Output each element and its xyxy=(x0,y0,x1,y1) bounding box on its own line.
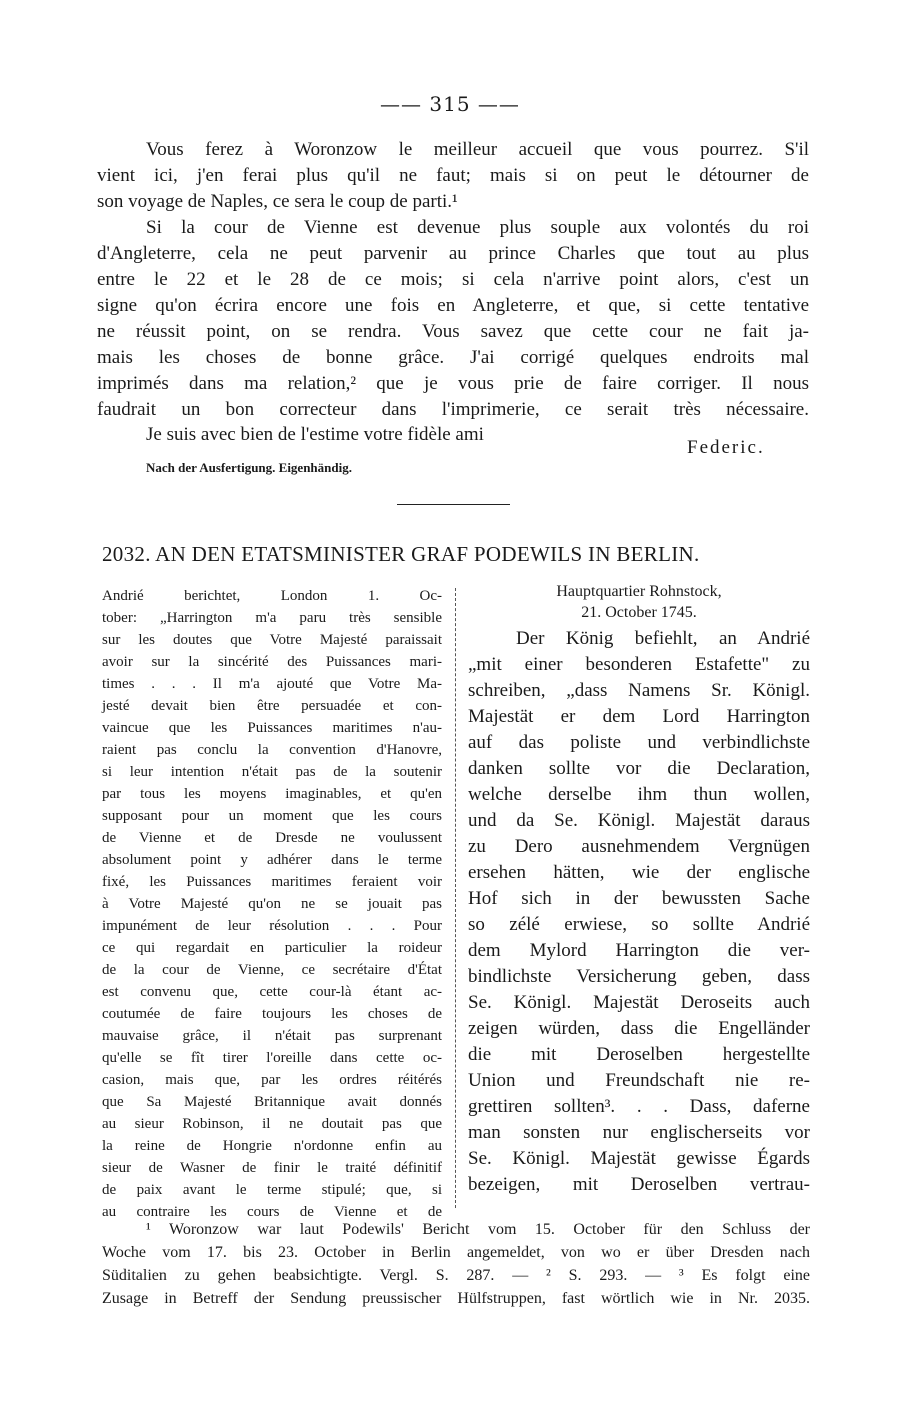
text-line: que Sa Majesté Britannique avait donnés xyxy=(102,1094,442,1110)
text-line: ersehen hätten, wie der englische xyxy=(468,862,810,883)
text-line: jesté devait bien être persuadée et con- xyxy=(102,698,442,714)
page-number: —— 315 —— xyxy=(380,92,520,116)
text-line: faudrait un bon correcteur dans l'imprimerie, ce serait très nécessaire. xyxy=(97,399,809,420)
document-heading: 2032. AN DEN ETATSMINISTER GRAF PODEWILS IN BERLIN. xyxy=(102,542,700,566)
text-line: avoir sur la sincérité des Puissances mari- xyxy=(102,654,442,670)
date-line: 21. October 1745. xyxy=(581,604,697,621)
text-line: Hof sich in der bewussten Sache xyxy=(468,888,810,909)
text-line: son voyage de Naples, ce sera le coup de parti.¹ xyxy=(97,191,458,212)
text-line: qu'elle se fît tirer l'oreille dans cette oc- xyxy=(102,1050,442,1066)
text-line: est convenu que, cette cour-là étant ac- xyxy=(102,984,442,1000)
text-line: raient pas conclu la convention d'Hanovre, xyxy=(102,742,442,758)
footnote-line: Süditalien zu gehen beabsichtigte. Vergl. S. 287. — ² S. 293. — ³ Es folgt eine xyxy=(102,1267,810,1284)
text-line: d'Angleterre, cela ne peut parvenir au prince Charles que tout au plus xyxy=(97,243,809,264)
text-line: danken sollte vor die Declaration, xyxy=(468,758,810,779)
text-line: imprimés dans ma relation,² que je vous prie de faire corriger. Il nous xyxy=(97,373,809,394)
text-line: Union und Freundschaft nie re- xyxy=(468,1070,810,1091)
text-line: ne réussit point, on se rendra. Vous savez que cette cour ne fait ja- xyxy=(97,321,809,342)
text-line: zeigen würden, dass die Engelländer xyxy=(468,1018,810,1039)
text-line: coutumée de faire toujours les choses de xyxy=(102,1006,442,1022)
text-line: si leur intention n'était pas de la soutenir xyxy=(102,764,442,780)
text-line: dem Mylord Harrington die ver- xyxy=(468,940,810,961)
footnote-line: ¹ Woronzow war laut Podewils' Bericht vom 15. October für den Schluss der xyxy=(146,1221,810,1238)
text-line: absolument point y adhérer dans le terme xyxy=(102,852,442,868)
text-line: tober: „Harrington m'a paru très sensible xyxy=(102,610,442,626)
text-line: Majestät er dem Lord Harrington xyxy=(468,706,810,727)
text-line: so zélé erwiese, so sollte Andrié xyxy=(468,914,810,935)
text-line: par tous les moyens imaginables, et qu'en xyxy=(102,786,442,802)
text-line: à Votre Majesté qu'on ne se jouait pas xyxy=(102,896,442,912)
text-line: grettiren sollten³. . . Dass, daferne xyxy=(468,1096,810,1117)
text-line: Der König befiehlt, an Andrié xyxy=(516,628,810,649)
text-line: vient ici, j'en ferai plus qu'il ne faut; mais si on peut le détourner de xyxy=(97,165,809,186)
text-line: supposant pour un moment que les cours xyxy=(102,808,442,824)
text-line: auf das poliste und verbindlichste xyxy=(468,732,810,753)
text-line: Vous ferez à Woronzow le meilleur accueil que vous pourrez. S'il xyxy=(146,139,809,160)
text-line: la reine de Hongrie n'ordonne enfin au xyxy=(102,1138,442,1154)
text-line: au contraire les cours de Vienne et de xyxy=(102,1204,442,1220)
text-line: impunément de leur résolution . . . Pour xyxy=(102,918,442,934)
text-line: sur les doutes que Votre Majesté paraissait xyxy=(102,632,442,648)
place-line: Hauptquartier Rohnstock, xyxy=(556,583,722,600)
text-line: schreiben, „dass Namens Sr. Königl. xyxy=(468,680,810,701)
text-line: welche derselbe ihm thun wollen, xyxy=(468,784,810,805)
text-line: und da Se. Königl. Majestät daraus xyxy=(468,810,810,831)
text-line: au sieur Robinson, il ne doutait pas que xyxy=(102,1116,442,1132)
footnote-line: Woche vom 17. bis 23. October in Berlin angemeldet, von wo er über Dresden nach xyxy=(102,1244,810,1261)
text-line: Andrié berichtet, London 1. Oc- xyxy=(102,588,442,604)
text-line: zu Dero ausnehmendem Vergnügen xyxy=(468,836,810,857)
text-line: vaincue que les Puissances maritimes n'au- xyxy=(102,720,442,736)
text-line: casion, mais que, par les ordres réitérés xyxy=(102,1072,442,1088)
text-line: fixé, les Puissances maritimes feraient voir xyxy=(102,874,442,890)
text-line: bindlichste Versicherung geben, dass xyxy=(468,966,810,987)
text-line: Si la cour de Vienne est devenue plus souple aux volontés du roi xyxy=(146,217,809,238)
text-line: sieur de Wasner de finir le traité définitif xyxy=(102,1160,442,1176)
text-line: man sonsten nur englischerseits vor xyxy=(468,1122,810,1143)
text-line: times . . . Il m'a ajouté que Votre Ma- xyxy=(102,676,442,692)
text-line: Se. Königl. Majestät Deroseits auch xyxy=(468,992,810,1013)
text-line: signe qu'on écrira encore une fois en Angleterre, et que, si cette tentative xyxy=(97,295,809,316)
section-divider xyxy=(397,504,510,505)
text-line: mauvaise grâce, il n'était pas surprenant xyxy=(102,1028,442,1044)
text-line: die mit Deroselben hergestellte xyxy=(468,1044,810,1065)
text-line: bezeigen, mit Deroselben vertrau- xyxy=(468,1174,810,1195)
source-note: Nach der Ausfertigung. Eigenhändig. xyxy=(146,460,352,475)
text-line: entre le 22 et le 28 de ce mois; si cela n'arrive point alors, c'est un xyxy=(97,269,809,290)
text-line: Je suis avec bien de l'estime votre fidèle ami xyxy=(146,424,484,445)
text-line: de Vienne et de Dresde ne voulussent xyxy=(102,830,442,846)
text-line: de la cour de Vienne, ce secrétaire d'État xyxy=(102,962,442,978)
text-line: „mit einer besonderen Estafette" zu xyxy=(468,654,810,675)
text-line: mais les choses de bonne grâce. J'ai corrigé quelques endroits mal xyxy=(97,347,809,368)
text-line: de paix avant le terme stipulé; que, si xyxy=(102,1182,442,1198)
signature: Federic. xyxy=(687,437,765,458)
text-line: ce qui regardait en particulier la roideur xyxy=(102,940,442,956)
footnote-line: Zusage in Betreff der Sendung preussischer Hülfstruppen, fast wörtlich wie in Nr. 2035. xyxy=(102,1290,810,1307)
text-line: Se. Königl. Majestät gewisse Égards xyxy=(468,1148,810,1169)
column-divider xyxy=(455,588,456,1208)
